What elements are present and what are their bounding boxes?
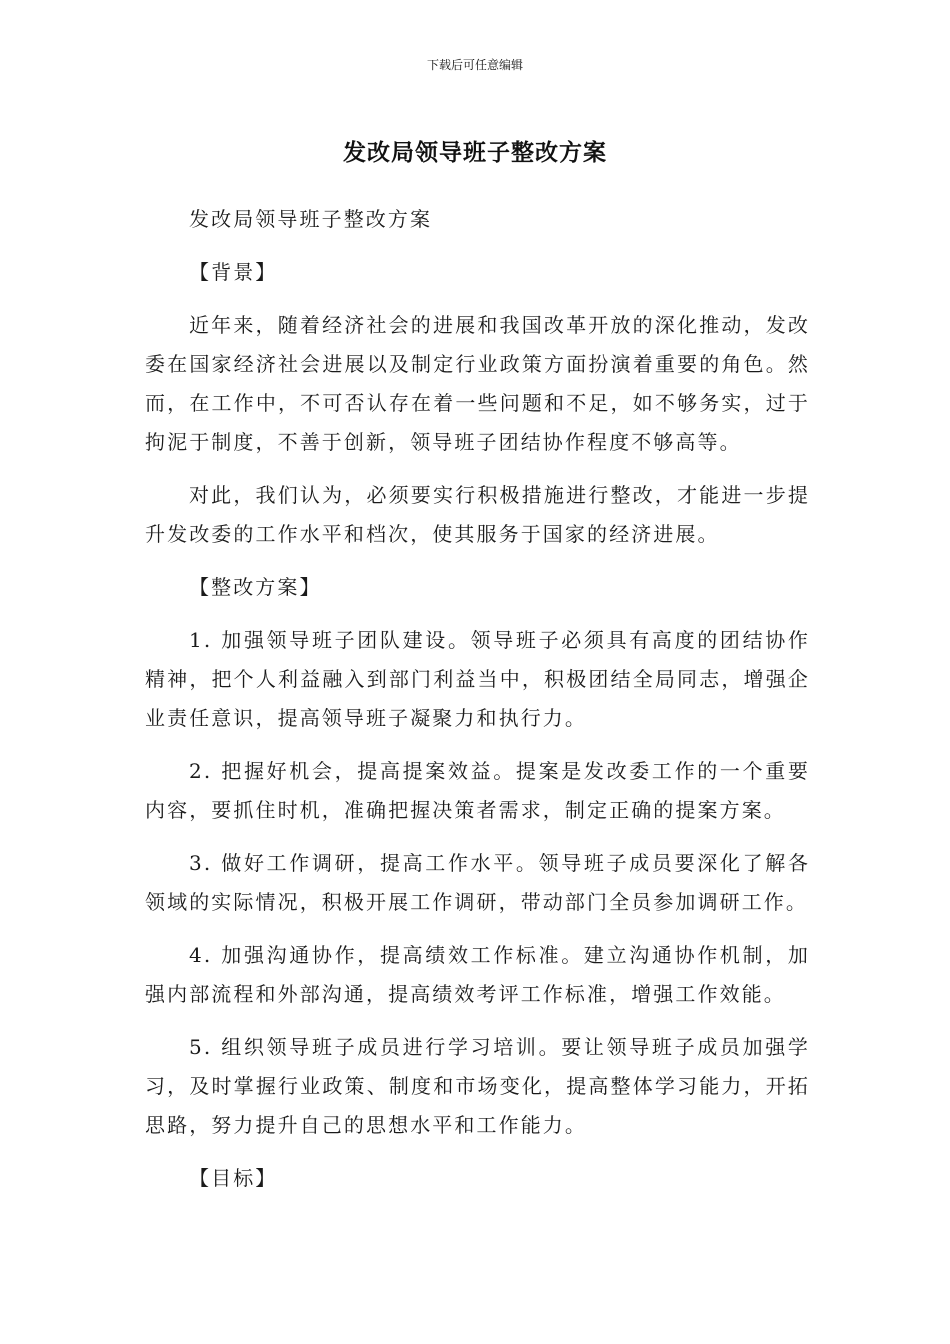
plan-item-4: 4. 加强沟通协作，提高绩效工作标准。建立沟通协作机制，加强内部流程和外部沟通，提高绩效考评工作标准，增强工作效能。 [145, 943, 810, 1006]
header-note: 下载后可任意编辑 [426, 58, 523, 72]
section-heading-background: 【背景】 [189, 260, 278, 284]
plan-item-1: 1. 加强领导班子团队建设。领导班子必须具有高度的团结协作精神，把个人利益融入到部门利益当中，积极团结全局同志，增强企业责任意识，提高领导班子凝聚力和执行力。 [145, 628, 810, 730]
plan-item-5: 5. 组织领导班子成员进行学习培训。要让领导班子成员加强学习，及时掌握行业政策、制度和市场变化，提高整体学习能力，开拓思路，努力提升自己的思想水平和工作能力。 [145, 1035, 810, 1137]
background-paragraph-1: 近年来，随着经济社会的进展和我国改革开放的深化推动，发改委在国家经济社会进展以及制定行业政策方面扮演着重要的角色。然而，在工作中，不可否认存在着一些问题和不足，如不够务实，过于拘泥于制度，不善于创新，领导班子团结协作程度不够高等。 [145, 313, 810, 454]
document-body [145, 200, 810, 1212]
background-paragraph-2: 对此，我们认为，必须要实行积极措施进行整改，才能进一步提升发改委的工作水平和档次，使其服务于国家的经济进展。 [145, 483, 810, 546]
plan-item-3: 3. 做好工作调研，提高工作水平。领导班子成员要深化了解各领域的实际情况，积极开展工作调研，带动部门全员参加调研工作。 [145, 851, 810, 914]
section-heading-goals: 【目标】 [189, 1166, 278, 1190]
document-title: 发改局领导班子整改方案 [343, 140, 607, 166]
section-heading-plan: 【整改方案】 [189, 575, 322, 599]
subtitle-paragraph: 发改局领导班子整改方案 [189, 207, 433, 231]
plan-item-2: 2. 把握好机会，提高提案效益。提案是发改委工作的一个重要内容，要抓住时机，准确把握决策者需求，制定正确的提案方案。 [145, 759, 810, 822]
